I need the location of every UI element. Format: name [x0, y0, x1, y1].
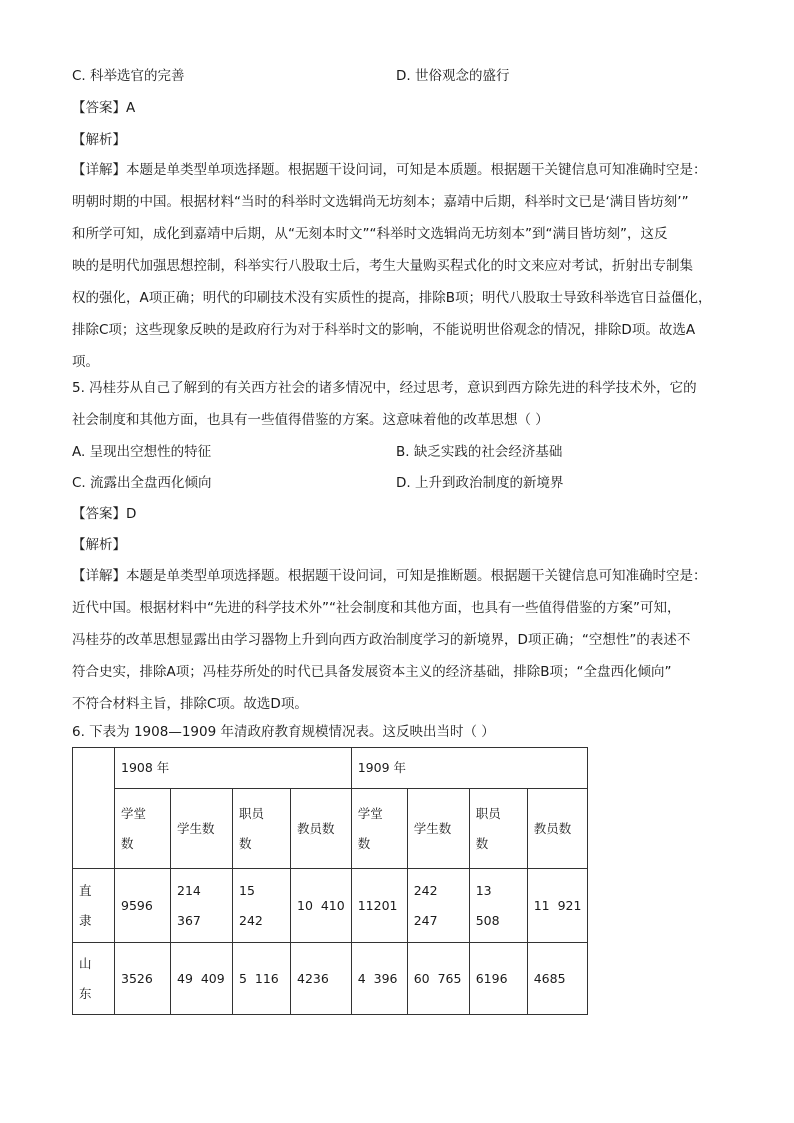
table-cell: 60 765 [407, 943, 469, 1015]
q5-option-b: B. 缺乏实践的社会经济基础 [396, 444, 563, 460]
q5-analysis-heading: 【解析】 [72, 537, 126, 553]
table-cell: 6196 [469, 943, 527, 1015]
table-row-shandong [73, 943, 588, 1015]
table-corner-cell [73, 748, 115, 869]
table-cell: 11201 [351, 869, 407, 943]
table-cell: 13 508 [469, 869, 527, 943]
table-cell: 11 921 [527, 869, 588, 943]
table-cell: 9596 [115, 869, 171, 943]
q5-option-c: C. 流露出全盘西化倾向 [72, 475, 212, 491]
table-cell: 242 247 [407, 869, 469, 943]
q4-detail-line: 【详解】本题是单类型单项选择题。根据题干设问词，可知是本质题。根据题干关键信息可知准确时空是： [72, 162, 707, 178]
col-header-schools: 学堂 数 [115, 789, 171, 869]
q4-detail-line: 映的是明代加强思想控制，科举实行八股取士后，考生大量购买程式化的时文来应对考试，折射出专制集 [72, 258, 693, 274]
q5-option-d: D. 上升到政治制度的新境界 [396, 475, 564, 491]
q4-detail-line: 项。 [72, 354, 99, 370]
q5-detail-line: 冯桂芬的改革思想显露出由学习器物上升到向西方政治制度学习的新境界，D项正确；“空想性”的表述不 [72, 632, 691, 648]
col-header-teachers: 教员数 [291, 789, 352, 869]
q5-detail-line: 不符合材料主旨，排除C项。故选D项。 [72, 696, 308, 712]
col-header-students: 学生数 [407, 789, 469, 869]
table-cell: 4685 [527, 943, 588, 1015]
table-row-zhili [73, 869, 588, 943]
table-cell: 3526 [115, 943, 171, 1015]
q5-detail-line: 【详解】本题是单类型单项选择题。根据题干设问词，可知是推断题。根据题干关键信息可知准确时空是： [72, 568, 707, 584]
q5-detail-line: 近代中国。根据材料中“先进的科学技术外”“社会制度和其他方面，也具有一些值得借鉴的方案”可知， [72, 600, 681, 616]
table-cell: 15 242 [233, 869, 291, 943]
q4-option-c: C. 科举选官的完善 [72, 68, 185, 84]
table-cell: 10 410 [291, 869, 352, 943]
table-cell: 49 409 [171, 943, 233, 1015]
q5-detail-line: 符合史实，排除A项；冯桂芬所处的时代已具备发展资本主义的经济基础，排除B项；“全盘西化倾向” [72, 664, 672, 680]
table-cell: 4 396 [351, 943, 407, 1015]
col-header-teachers: 教员数 [527, 789, 588, 869]
q4-analysis-heading: 【解析】 [72, 132, 126, 148]
q4-answer: 【答案】A [72, 100, 136, 116]
table-cell: 214 367 [171, 869, 233, 943]
education-table [72, 747, 588, 1015]
table-year-1909: 1909 年 [351, 748, 588, 789]
row-name-shandong: 山 东 [73, 943, 115, 1015]
q5-detail [72, 560, 726, 720]
table-year-row [73, 748, 588, 789]
col-header-staff: 职员 数 [233, 789, 291, 869]
q5-stem-line: 5. 冯桂芬从自己了解到的有关西方社会的诸多情况中，经过思考，意识到西方除先进的科学技术外，它的 [72, 380, 697, 396]
col-header-schools: 学堂 数 [351, 789, 407, 869]
q4-detail-line: 和所学可知，成化到嘉靖中后期，从“无刻本时文”“科举时文选辑尚无坊刻本”到“满目皆坊刻”，这反 [72, 226, 668, 242]
q5-stem [72, 372, 726, 436]
q4-detail-line: 权的强化，A项正确；明代的印刷技术没有实质性的提高，排除B项；明代八股取士导致科举选官日益僵化， [72, 290, 712, 306]
row-name-zhili: 直 隶 [73, 869, 115, 943]
table-column-header-row [73, 789, 588, 869]
q4-detail-line: 明朝时期的中国。根据材料“当时的科举时文选辑尚无坊刻本；嘉靖中后期，科举时文已是‘满目皆坊刻’” [72, 194, 689, 210]
q4-option-d: D. 世俗观念的盛行 [396, 68, 510, 84]
q4-detail [72, 154, 726, 378]
q6-stem: 6. 下表为 1908—1909 年清政府教育规模情况表。这反映出当时（ ） [72, 724, 495, 740]
table-cell: 5 116 [233, 943, 291, 1015]
col-header-students: 学生数 [171, 789, 233, 869]
table-year-1908: 1908 年 [115, 748, 352, 789]
q5-answer: 【答案】D [72, 506, 137, 522]
q5-option-a: A. 呈现出空想性的特征 [72, 444, 212, 460]
col-header-staff: 职员 数 [469, 789, 527, 869]
q4-detail-line: 排除C项；这些现象反映的是政府行为对于科举时文的影响，不能说明世俗观念的情况，排除D项。故选A [72, 322, 696, 338]
table-cell: 4236 [291, 943, 352, 1015]
q5-stem-line: 社会制度和其他方面，也具有一些值得借鉴的方案。这意味着他的改革思想（ ） [72, 412, 549, 428]
